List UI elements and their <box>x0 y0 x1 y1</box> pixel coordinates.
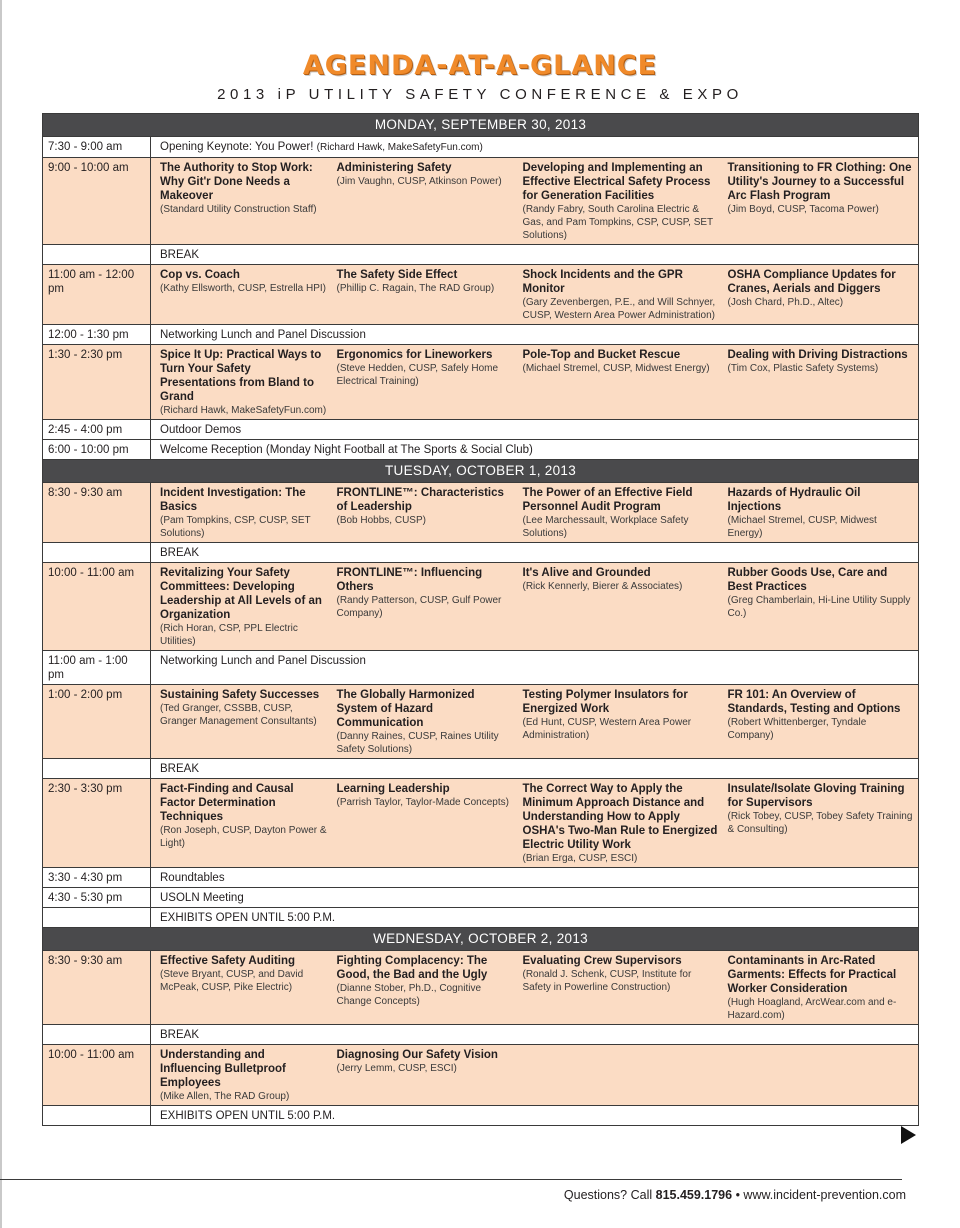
session-cell <box>724 685 919 759</box>
session-speakers: (Jerry Lemm, CUSP, ESCI) <box>336 1063 457 1074</box>
session-speakers: (Steve Bryant, CUSP, and David McPeak, CUSP, Pike Electric) <box>160 969 304 993</box>
session-title: FRONTLINE™: Characteristics of Leadership <box>336 487 504 513</box>
session-speakers: (Tim Cox, Plastic Safety Systems) <box>727 363 879 374</box>
agenda-row <box>43 137 919 158</box>
event-title: Welcome Reception (Monday Night Football at The Sports & Social Club) <box>160 444 533 456</box>
session-row <box>43 685 919 759</box>
agenda-row <box>43 1106 919 1126</box>
time-slot: 1:00 - 2:00 pm <box>43 685 151 759</box>
time-slot: 10:00 - 11:00 am <box>43 1045 151 1106</box>
session-speakers: (Lee Marchessault, Workplace Safety Solutions) <box>522 515 689 539</box>
time-slot: 10:00 - 11:00 am <box>43 563 151 651</box>
session-cell <box>724 951 919 1025</box>
session-cell <box>151 779 333 868</box>
session-title: Ergonomics for Lineworkers <box>336 349 493 361</box>
session-cell <box>151 158 333 245</box>
event-cell <box>151 868 919 888</box>
event-title: Roundtables <box>160 872 225 884</box>
session-cell <box>333 563 519 651</box>
time-slot: 8:30 - 9:30 am <box>43 951 151 1025</box>
session-cell <box>333 779 519 868</box>
time-slot: 6:00 - 10:00 pm <box>43 440 151 460</box>
session-row <box>43 1045 919 1106</box>
event-title: USOLN Meeting <box>160 892 244 904</box>
session-speakers: (Randy Fabry, South Carolina Electric & Gas, and Pam Tompkins, CSP, CUSP, SET Solutions) <box>522 204 713 241</box>
session-title: Sustaining Safety Successes <box>160 689 320 701</box>
session-cell <box>151 265 333 325</box>
agenda-row <box>43 908 919 928</box>
session-cell <box>519 951 724 1025</box>
footer-website[interactable]: • www.incident-prevention.com <box>732 1188 906 1202</box>
session-title: Rubber Goods Use, Care and Best Practices <box>727 567 888 593</box>
agenda-row <box>43 420 919 440</box>
session-cell <box>151 951 333 1025</box>
agenda-row <box>43 651 919 685</box>
session-cell <box>151 345 333 420</box>
session-title: Diagnosing Our Safety Vision <box>336 1049 498 1061</box>
session-speakers: (Ronald J. Schenk, CUSP, Institute for Safety in Powerline Construction) <box>522 969 692 993</box>
session-speakers: (Phillip C. Ragain, The RAD Group) <box>336 283 495 294</box>
session-cell <box>151 483 333 543</box>
session-speakers: (Robert Whittenberger, Tyndale Company) <box>727 717 867 741</box>
conference-subtitle: 2013 iP UTILITY SAFETY CONFERENCE & EXPO <box>217 86 743 103</box>
session-cell <box>333 685 519 759</box>
session-title: Evaluating Crew Supervisors <box>522 955 682 967</box>
day-header-row <box>43 114 919 137</box>
session-cell <box>519 685 724 759</box>
page-edge-rule <box>0 0 2 1228</box>
session-speakers: (Ted Granger, CSSBB, CUSP, Granger Management Consultants) <box>160 703 317 727</box>
session-speakers: (Bob Hobbs, CUSP) <box>336 515 426 526</box>
session-speakers: (Michael Stremel, CUSP, Midwest Energy) <box>727 515 877 539</box>
session-speakers: (Brian Erga, CUSP, ESCI) <box>522 853 638 864</box>
time-slot: 12:00 - 1:30 pm <box>43 325 151 345</box>
session-speakers: (Ron Joseph, CUSP, Dayton Power & Light) <box>160 825 327 849</box>
event-title: EXHIBITS OPEN UNTIL 5:00 P.M. <box>160 912 336 924</box>
time-slot: 11:00 am - 12:00 pm <box>43 265 151 325</box>
session-speakers: (Rick Kennerly, Bierer & Associates) <box>522 581 683 592</box>
session-title: Pole-Top and Bucket Rescue <box>522 349 681 361</box>
time-slot: 8:30 - 9:30 am <box>43 483 151 543</box>
session-speakers: (Gary Zevenbergen, P.E., and Will Schnyer, CUSP, Western Area Power Administration) <box>522 297 716 321</box>
session-cell <box>333 1045 519 1106</box>
session-row <box>43 158 919 245</box>
agenda-row <box>43 1025 919 1045</box>
time-slot <box>43 1025 151 1045</box>
session-title: Understanding and Influencing Bulletproof Employees <box>160 1049 286 1089</box>
session-cell <box>151 563 333 651</box>
event-cell <box>151 759 919 779</box>
event-title: EXHIBITS OPEN UNTIL 5:00 P.M. <box>160 1110 336 1122</box>
event-cell <box>151 325 919 345</box>
session-title: The Power of an Effective Field Personnel Audit Program <box>522 487 693 513</box>
session-title: Shock Incidents and the GPR Monitor <box>522 269 683 295</box>
time-slot <box>43 245 151 265</box>
session-title: FRONTLINE™: Influencing Others <box>336 567 483 593</box>
time-slot: 9:00 - 10:00 am <box>43 158 151 245</box>
session-speakers: (Mike Allen, The RAD Group) <box>160 1091 290 1102</box>
event-cell <box>151 245 919 265</box>
event-title: Networking Lunch and Panel Discussion <box>160 329 366 341</box>
day-header: WEDNESDAY, OCTOBER 2, 2013 <box>43 928 919 951</box>
session-title: Insulate/Isolate Gloving Training for Supervisors <box>727 783 905 809</box>
session-cell <box>519 265 724 325</box>
session-cell <box>151 685 333 759</box>
session-title: The Safety Side Effect <box>336 269 458 281</box>
session-speakers: (Rick Tobey, CUSP, Tobey Safety Training & Consulting) <box>727 811 913 835</box>
footer-prefix: Questions? Call <box>563 1188 656 1202</box>
event-cell <box>151 137 919 158</box>
event-cell <box>151 543 919 563</box>
session-speakers: (Danny Raines, CUSP, Raines Utility Safety Solutions) <box>336 731 499 755</box>
session-cell <box>724 563 919 651</box>
session-speakers: (Josh Chard, Ph.D., Altec) <box>727 297 844 308</box>
session-title: Hazards of Hydraulic Oil Injections <box>727 487 861 513</box>
session-title: The Correct Way to Apply the Minimum Approach Distance and Understanding How to Apply OSHA's Two-Man Rule to Energized Electric Utility Work <box>522 783 718 851</box>
event-title: Opening Keynote: You Power! <box>160 141 314 153</box>
time-slot <box>43 759 151 779</box>
session-cell <box>724 345 919 420</box>
session-title: Revitalizing Your Safety Committees: Developing Leadership at All Levels of an Organization <box>160 567 322 621</box>
agenda-title: AGENDA-AT-A-GLANCE <box>302 50 658 81</box>
agenda-row <box>43 888 919 908</box>
session-speakers: (Steve Hedden, CUSP, Safely Home Electrical Training) <box>336 363 499 387</box>
day-header-row <box>43 928 919 951</box>
agenda-row <box>43 440 919 460</box>
footer-divider <box>0 1179 902 1180</box>
next-page-icon[interactable] <box>901 1126 916 1144</box>
session-cell <box>724 1045 919 1106</box>
event-title: BREAK <box>160 249 199 261</box>
footer-phone[interactable]: 815.459.1796 <box>655 1188 733 1202</box>
session-title: Effective Safety Auditing <box>160 955 296 967</box>
session-cell <box>519 1045 724 1106</box>
session-cell <box>333 265 519 325</box>
session-cell <box>151 1045 333 1106</box>
session-speakers: (Richard Hawk, MakeSafetyFun.com) <box>160 405 327 416</box>
event-cell <box>151 1106 919 1126</box>
time-slot: 4:30 - 5:30 pm <box>43 888 151 908</box>
session-speakers: (Pam Tompkins, CSP, CUSP, SET Solutions) <box>160 515 311 539</box>
session-title: Fact-Finding and Causal Factor Determination Techniques <box>160 783 294 823</box>
time-slot <box>43 908 151 928</box>
session-cell <box>724 483 919 543</box>
session-title: Dealing with Driving Distractions <box>727 349 908 361</box>
footer-contact <box>564 1188 906 1202</box>
session-title: Incident Investigation: The Basics <box>160 487 306 513</box>
time-slot <box>43 543 151 563</box>
session-title: OSHA Compliance Updates for Cranes, Aerials and Diggers <box>727 269 896 295</box>
session-cell <box>724 779 919 868</box>
event-cell <box>151 440 919 460</box>
session-speakers: (Parrish Taylor, Taylor-Made Concepts) <box>336 797 509 808</box>
session-title: Fighting Complacency: The Good, the Bad and the Ugly <box>336 955 488 981</box>
session-title: Learning Leadership <box>336 783 450 795</box>
session-speakers: (Greg Chamberlain, Hi-Line Utility Supply Co.) <box>727 595 911 619</box>
session-title: Contaminants in Arc-Rated Garments: Effects for Practical Worker Consideration <box>727 955 897 995</box>
time-slot: 3:30 - 4:30 pm <box>43 868 151 888</box>
session-row <box>43 779 919 868</box>
session-row <box>43 483 919 543</box>
event-cell <box>151 1025 919 1045</box>
session-title: The Authority to Stop Work: Why Git'r Done Needs a Makeover <box>160 162 313 202</box>
day-header-row <box>43 460 919 483</box>
session-speakers: (Dianne Stober, Ph.D., Cognitive Change Concepts) <box>336 983 482 1007</box>
session-speakers: (Rich Horan, CSP, PPL Electric Utilities) <box>160 623 298 647</box>
agenda-row <box>43 245 919 265</box>
event-cell <box>151 651 919 685</box>
session-speakers: (Michael Stremel, CUSP, Midwest Energy) <box>522 363 710 374</box>
event-title: BREAK <box>160 1029 199 1041</box>
event-title: Outdoor Demos <box>160 424 242 436</box>
session-row <box>43 345 919 420</box>
event-cell <box>151 888 919 908</box>
event-title: BREAK <box>160 763 199 775</box>
session-speakers: (Kathy Ellsworth, CUSP, Estrella HPI) <box>160 283 326 294</box>
session-speakers: (Standard Utility Construction Staff) <box>160 204 317 215</box>
event-title: Networking Lunch and Panel Discussion <box>160 655 366 667</box>
agenda-table <box>42 113 919 1126</box>
agenda-row <box>43 543 919 563</box>
session-row <box>43 563 919 651</box>
session-cell <box>519 563 724 651</box>
session-speakers: (Jim Vaughn, CUSP, Atkinson Power) <box>336 176 502 187</box>
session-title: It's Alive and Grounded <box>522 567 651 579</box>
session-speakers: (Hugh Hoagland, ArcWear.com and e-Hazard.com) <box>727 997 897 1021</box>
event-title: BREAK <box>160 547 199 559</box>
day-header: MONDAY, SEPTEMBER 30, 2013 <box>43 114 919 137</box>
session-title: FR 101: An Overview of Standards, Testing and Options <box>727 689 901 715</box>
session-cell <box>519 158 724 245</box>
event-cell <box>151 420 919 440</box>
day-header: TUESDAY, OCTOBER 1, 2013 <box>43 460 919 483</box>
time-slot <box>43 1106 151 1126</box>
session-cell <box>333 483 519 543</box>
time-slot: 11:00 am - 1:00 pm <box>43 651 151 685</box>
session-title: Cop vs. Coach <box>160 269 240 281</box>
session-title: Spice It Up: Practical Ways to Turn Your Safety Presentations from Bland to Grand <box>160 349 322 403</box>
session-title: Transitioning to FR Clothing: One Utility's Journey to a Successful Arc Flash Program <box>727 162 912 202</box>
agenda-row <box>43 325 919 345</box>
agenda-row <box>43 759 919 779</box>
session-title: Developing and Implementing an Effective Electrical Safety Process for Generation Facilities <box>522 162 711 202</box>
session-row <box>43 265 919 325</box>
session-title: Administering Safety <box>336 162 452 174</box>
session-cell <box>333 951 519 1025</box>
agenda-row <box>43 868 919 888</box>
session-cell <box>724 158 919 245</box>
session-cell <box>333 345 519 420</box>
time-slot: 2:30 - 3:30 pm <box>43 779 151 868</box>
session-cell <box>519 345 724 420</box>
session-speakers: (Ed Hunt, CUSP, Western Area Power Administration) <box>522 717 692 741</box>
session-speakers: (Jim Boyd, CUSP, Tacoma Power) <box>727 204 879 215</box>
session-row <box>43 951 919 1025</box>
session-cell <box>519 483 724 543</box>
time-slot: 2:45 - 4:00 pm <box>43 420 151 440</box>
session-title: The Globally Harmonized System of Hazard Communication <box>336 689 475 729</box>
session-cell <box>333 158 519 245</box>
session-title: Testing Polymer Insulators for Energized Work <box>522 689 688 715</box>
event-speaker: (Richard Hawk, MakeSafetyFun.com) <box>316 142 483 153</box>
time-slot: 1:30 - 2:30 pm <box>43 345 151 420</box>
session-cell <box>519 779 724 868</box>
time-slot: 7:30 - 9:00 am <box>43 137 151 158</box>
session-cell <box>724 265 919 325</box>
event-cell <box>151 908 919 928</box>
session-speakers: (Randy Patterson, CUSP, Gulf Power Company) <box>336 595 502 619</box>
